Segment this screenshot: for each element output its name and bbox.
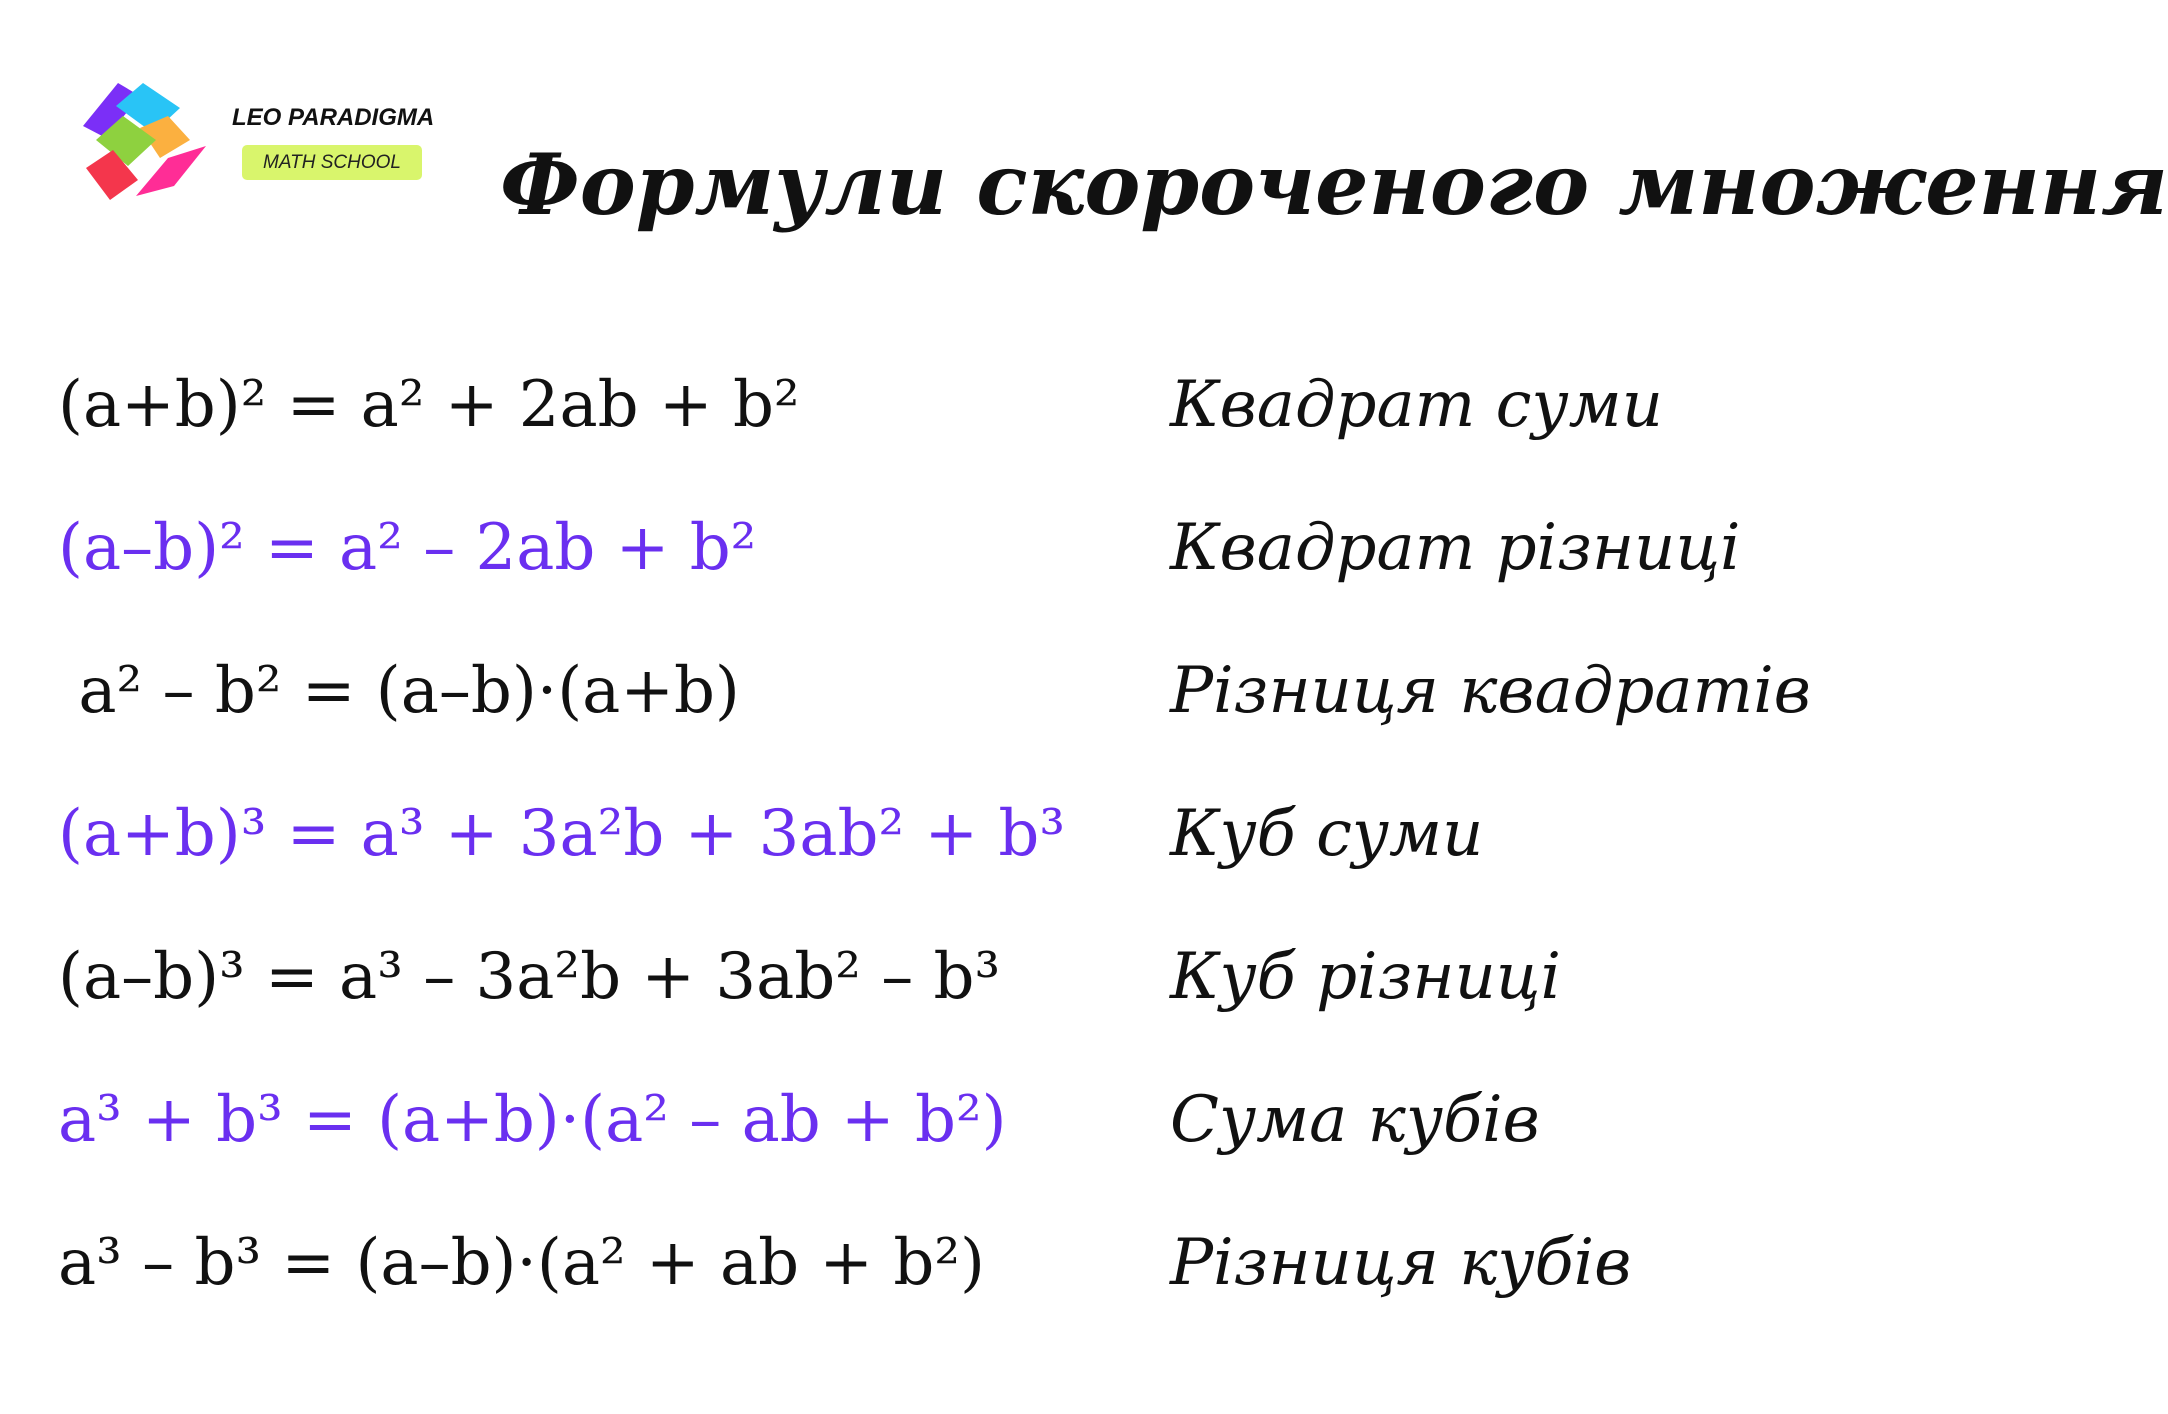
formula-row [0,1070,2000,1170]
formula-expression: a³ + b³ = (a+b)·(a² – ab + b²) [58,1083,1007,1157]
formula-expression: a³ – b³ = (a–b)·(a² + ab + b²) [58,1226,985,1300]
formula-expression: (a–b)² = a² – 2ab + b² [58,511,757,585]
formula-row [0,1213,2000,1313]
brand-tagline-badge: MATH SCHOOL [242,145,422,180]
leo-paradigma-logo-icon [78,78,208,208]
formula-expression: (a+b)² = a² + 2ab + b² [58,368,800,442]
formula-name: Куб різниці [1170,940,1561,1014]
formula-name: Сума кубів [1170,1083,1540,1157]
formula-name: Різниця квадратів [1170,654,1811,728]
brand-name: LEO PARADIGMA [232,104,435,131]
formula-name: Квадрат суми [1170,368,1663,442]
formula-expression: (a–b)³ = a³ – 3a²b + 3ab² – b³ [58,940,1001,1014]
formula-name: Квадрат різниці [1170,511,1741,585]
page-title: Формули скороченого множення [500,135,2168,234]
formula-name: Різниця кубів [1170,1226,1632,1300]
formula-row [0,641,2000,741]
formula-expression: a² – b² = (a–b)·(a+b) [58,654,740,728]
formula-expression: (a+b)³ = a³ + 3a²b + 3ab² + b³ [58,797,1066,871]
formula-row [0,927,2000,1027]
formula-row [0,784,2000,884]
formula-row [0,355,2000,455]
formula-name: Куб суми [1170,797,1484,871]
formula-row [0,498,2000,598]
